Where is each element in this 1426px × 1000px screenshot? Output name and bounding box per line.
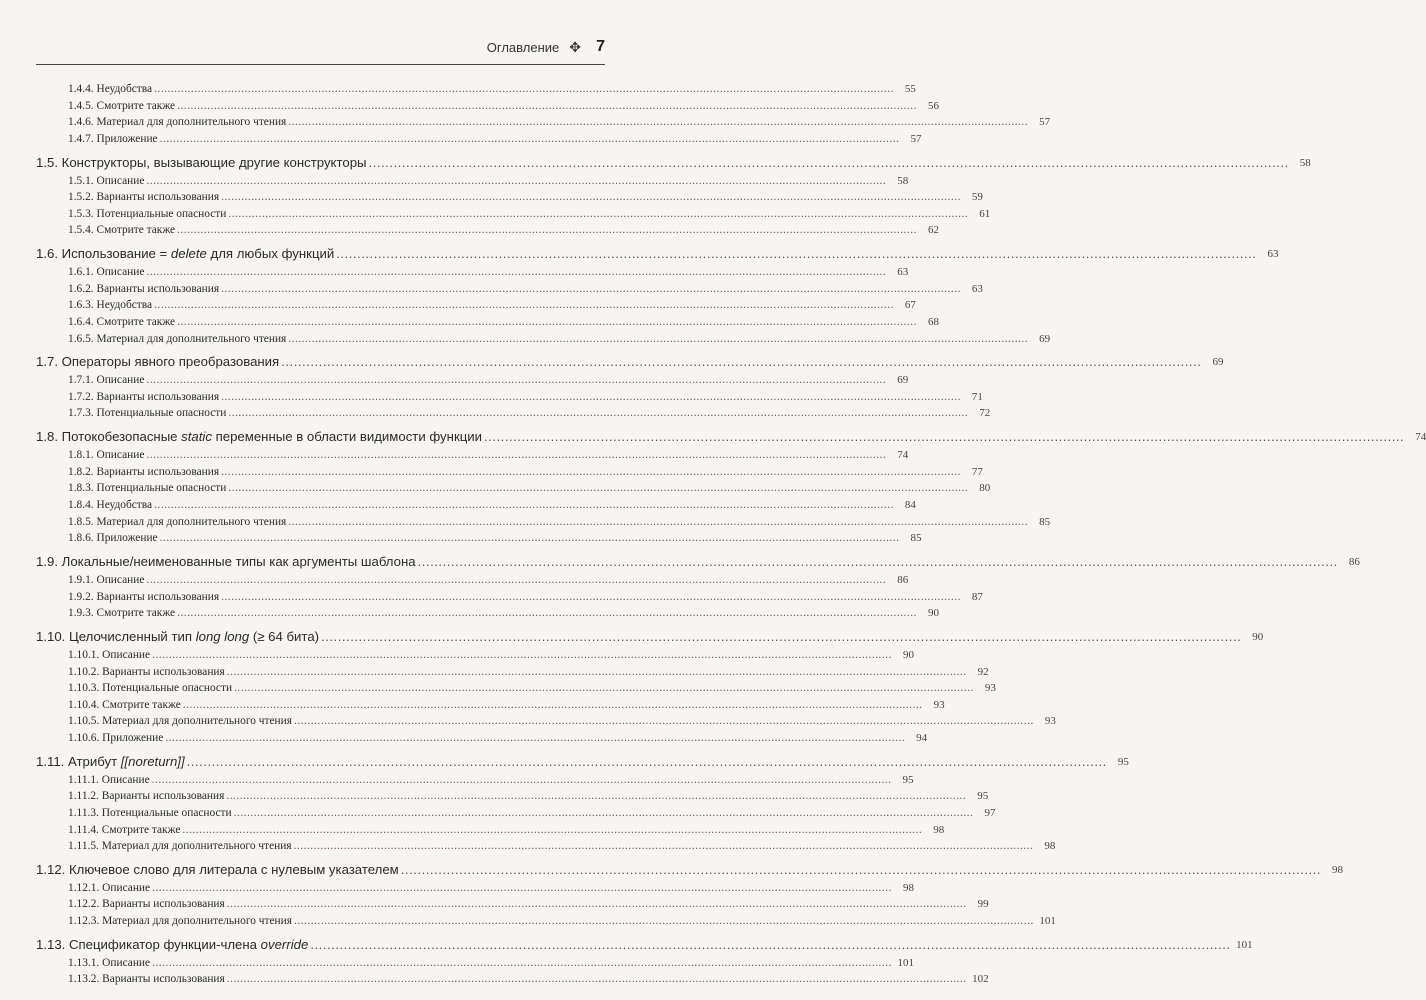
toc-entry-label: 1.9.2. Варианты использования — [68, 590, 220, 603]
toc-subsection-entry[interactable] — [36, 572, 909, 589]
dot-leader — [183, 697, 923, 714]
toc-page-number: 69 — [1039, 332, 1051, 345]
toc-subsection-entry[interactable] — [36, 331, 1051, 348]
dot-leader — [146, 447, 886, 464]
toc-subsection-entry[interactable] — [36, 772, 914, 789]
toc-page-number: 93 — [1044, 715, 1056, 728]
toc-page-number: 93 — [984, 682, 996, 695]
toc-entry-label: 1.10.1. Описание — [68, 648, 151, 661]
toc-page-number: 61 — [979, 207, 991, 220]
dot-leader — [228, 405, 968, 422]
toc-entry-label: 1.11.4. Смотрите также — [68, 823, 181, 836]
dot-leader — [484, 427, 1404, 447]
toc-subsection-entry[interactable] — [36, 189, 983, 206]
toc-page-number: 97 — [984, 806, 996, 819]
toc-entry-label — [36, 627, 319, 647]
dot-leader — [228, 206, 968, 223]
diamond-ornament-icon: ✥ — [569, 38, 581, 55]
toc-label-code-term: override — [260, 936, 309, 952]
toc-page-number: 74 — [897, 449, 909, 462]
toc-page-number: 68 — [927, 315, 939, 328]
dot-leader — [221, 589, 961, 606]
dot-leader — [234, 680, 974, 697]
dot-leader — [154, 497, 894, 514]
toc-entry-label: 1.12.1. Описание — [68, 881, 151, 894]
dot-leader — [221, 389, 961, 406]
toc-entry-label — [36, 752, 185, 772]
toc-entry-label: 1.6.3. Неудобства — [68, 299, 153, 312]
toc-page-number: 90 — [1252, 630, 1264, 643]
dot-leader — [160, 131, 900, 148]
toc-entry-label: 1.4.6. Материал для дополнительного чтения — [68, 116, 287, 129]
toc-entry-label: 1.5.4. Смотрите также — [68, 224, 176, 237]
toc-subsection-entry[interactable] — [36, 896, 989, 913]
toc-entry-label: 1.10.6. Приложение — [68, 731, 164, 744]
dot-leader — [369, 153, 1289, 173]
dot-leader — [154, 81, 894, 98]
dot-leader — [288, 114, 1028, 131]
toc-section-entry[interactable] — [36, 240, 1279, 264]
toc-subsection-entry[interactable] — [36, 314, 939, 331]
dot-leader — [177, 222, 917, 239]
dot-leader — [234, 805, 974, 822]
toc-subsection-entry[interactable] — [36, 131, 922, 148]
toc-entry-label: 1.12.3. Материал для дополнительного чтения — [68, 915, 292, 928]
page-number: 7 — [596, 38, 605, 55]
toc-entry-label: 1.4.4. Неудобства — [68, 83, 153, 95]
toc-page-number: 59 — [971, 191, 983, 204]
toc-entry-label: 1.6.2. Варианты использования — [68, 282, 220, 295]
toc-subsection-entry[interactable] — [36, 788, 989, 805]
toc-label-suffix: для любых функций — [206, 246, 335, 262]
dot-leader — [146, 372, 886, 389]
toc-subsection-entry[interactable] — [36, 955, 914, 972]
dot-leader — [154, 297, 894, 314]
dot-leader — [146, 173, 886, 190]
toc-entry-label: 1.9. Локальные/неименованные типы как аргументы шаблона — [36, 554, 416, 569]
toc-subsection-entry[interactable] — [36, 647, 914, 664]
toc-subsection-entry[interactable] — [36, 971, 989, 988]
toc-subsection-entry[interactable] — [36, 514, 1051, 531]
toc-page-number: 63 — [971, 282, 983, 295]
toc-entry-label: 1.11.5. Материал для дополнительного чтения — [68, 840, 292, 853]
dot-leader — [294, 713, 1034, 730]
toc-page-number: 99 — [977, 898, 989, 911]
toc-page-number: 92 — [977, 665, 989, 678]
dot-leader — [281, 352, 1201, 372]
toc-entry-label: 1.8.4. Неудобства — [68, 499, 153, 512]
toc-subsection-entry[interactable] — [36, 497, 916, 514]
dot-leader — [187, 752, 1107, 772]
toc-page-number: 67 — [904, 299, 916, 312]
toc-page-number: 71 — [971, 390, 983, 403]
toc-page-number: 56 — [927, 99, 939, 112]
toc-label-code-term: long long — [195, 628, 250, 644]
dot-leader — [152, 880, 892, 897]
toc-entry-label: 1.6.4. Смотрите также — [68, 315, 176, 328]
toc-label-code-term: static — [181, 429, 212, 445]
toc-section-entry[interactable] — [36, 856, 1343, 880]
toc-subsection-entry[interactable] — [36, 480, 991, 497]
toc-subsection-entry[interactable] — [36, 913, 1056, 930]
toc-page-number: 55 — [904, 83, 916, 95]
dot-leader — [165, 730, 905, 747]
toc-entry-label: 1.5.2. Варианты использования — [68, 191, 220, 204]
dot-leader — [288, 514, 1028, 531]
dot-leader — [177, 605, 917, 622]
toc-entry-label: 1.9.1. Описание — [68, 574, 145, 586]
toc-entry-label: 1.11.2. Варианты использования — [68, 790, 225, 803]
toc-subsection-entry[interactable] — [36, 713, 1056, 730]
toc-label-prefix: 1.6. Использование = — [36, 246, 171, 262]
toc-label-prefix: 1.13. Спецификатор функции-члена — [36, 936, 261, 952]
toc-page-number: 85 — [1039, 515, 1051, 528]
toc-entry-label — [36, 935, 308, 955]
toc-page-number: 84 — [904, 499, 916, 512]
toc-section-entry[interactable] — [36, 623, 1264, 647]
toc-entry-label: 1.10.2. Варианты использования — [68, 665, 225, 678]
toc-entry-label: 1.8.2. Варианты использования — [68, 465, 220, 478]
running-header — [36, 36, 605, 58]
toc-entry-label: 1.8.5. Материал для дополнительного чтения — [68, 515, 287, 528]
toc-entry-label: 1.11.3. Потенциальные опасности — [68, 806, 232, 819]
toc-entry-label: 1.8.1. Описание — [68, 449, 145, 462]
toc-entry-label: 1.5.1. Описание — [68, 174, 145, 187]
dot-leader — [177, 314, 917, 331]
toc-entry-label — [36, 427, 482, 447]
toc-page-number: 95 — [902, 773, 914, 786]
toc-page-number: 101 — [1039, 915, 1056, 928]
toc-subsection-entry[interactable] — [36, 222, 939, 239]
toc-subsection-entry[interactable] — [36, 405, 991, 422]
dot-leader — [294, 913, 1034, 930]
toc-subsection-entry[interactable] — [36, 880, 914, 897]
toc-page-number: 90 — [927, 607, 939, 620]
toc-page-number: 62 — [927, 224, 939, 237]
toc-subsection-entry[interactable] — [36, 664, 989, 681]
toc-entry-label: 1.6.1. Описание — [68, 266, 145, 279]
header-title: Оглавление — [486, 39, 560, 55]
toc-entry-label: 1.10.3. Потенциальные опасности — [68, 682, 233, 695]
toc-entry-label: 1.5. Конструкторы, вызывающие другие конструкторы — [36, 154, 367, 170]
toc-entry-label: 1.6.5. Материал для дополнительного чтения — [68, 332, 287, 345]
dot-leader — [336, 244, 1256, 264]
toc-page-number: 102 — [972, 973, 989, 986]
toc-section-entry[interactable] — [36, 548, 1360, 572]
toc-page-number: 98 — [1331, 863, 1343, 876]
dot-leader — [221, 464, 961, 481]
toc-page-number: 85 — [910, 532, 922, 545]
dot-leader — [146, 572, 886, 589]
dot-leader — [182, 822, 922, 839]
dot-leader — [221, 189, 961, 206]
toc-subsection-entry[interactable] — [36, 372, 909, 389]
dot-leader — [146, 264, 886, 281]
dot-leader — [294, 838, 1034, 855]
toc-entry-label: 1.8.3. Потенциальные опасности — [68, 482, 227, 495]
toc-subsection-entry[interactable] — [36, 447, 909, 464]
dot-leader — [310, 935, 1230, 955]
toc-entry-label: 1.12. Ключевое слово для литерала с нулевым указателем — [36, 861, 399, 877]
toc-subsection-entry[interactable] — [36, 173, 909, 190]
toc-page-number: 95 — [977, 790, 989, 803]
dot-leader — [152, 647, 892, 664]
toc-entry-label: 1.7.2. Варианты использования — [68, 390, 220, 403]
toc-page-number: 69 — [897, 374, 909, 387]
dot-leader — [226, 788, 966, 805]
toc-page-number: 72 — [979, 407, 991, 420]
dot-leader — [288, 331, 1028, 348]
toc-page-number: 63 — [897, 266, 909, 279]
toc-page-number: 63 — [1267, 248, 1279, 261]
toc-entry-label: 1.8.6. Приложение — [68, 532, 158, 545]
toc-subsection-entry[interactable] — [36, 530, 922, 547]
toc-entry-label — [36, 244, 334, 264]
toc-page-number: 57 — [910, 132, 922, 145]
dot-leader — [418, 552, 1338, 572]
toc-page-number: 90 — [902, 648, 914, 661]
toc-subsection-entry[interactable] — [36, 206, 991, 223]
dot-leader — [160, 530, 900, 547]
toc-subsection-entry[interactable] — [36, 81, 916, 98]
toc-section-entry[interactable] — [36, 748, 1129, 772]
toc-subsection-entry[interactable] — [36, 589, 983, 606]
toc-page-number: 57 — [1039, 116, 1051, 129]
toc-subsection-entry[interactable] — [36, 838, 1056, 855]
toc-section-entry[interactable] — [36, 348, 1224, 372]
toc-subsection-entry[interactable] — [36, 114, 1051, 131]
toc-entry-label: 1.7.3. Потенциальные опасности — [68, 407, 227, 420]
toc-page-number: 77 — [971, 465, 983, 478]
toc-entry-label: 1.13.2. Варианты использования — [68, 973, 225, 986]
toc-subsection-entry[interactable] — [36, 281, 983, 298]
toc-subsection-entry[interactable] — [36, 297, 916, 314]
toc-page-number: 80 — [979, 482, 991, 495]
toc-entry-label: 1.4.5. Смотрите также — [68, 99, 176, 112]
toc-page-number: 86 — [897, 574, 909, 586]
toc-page-number: 87 — [971, 590, 983, 603]
toc-page-number: 94 — [916, 731, 928, 744]
toc-page-number: 86 — [1348, 556, 1360, 568]
toc-page-number: 98 — [1044, 840, 1056, 853]
toc-subsection-entry[interactable] — [36, 697, 945, 714]
toc-entry-label: 1.7. Операторы явного преобразования — [36, 354, 280, 370]
toc-section-entry[interactable] — [36, 423, 1426, 447]
dot-leader — [177, 98, 917, 115]
toc-label-prefix: 1.10. Целочисленный тип — [36, 628, 196, 644]
toc-label-suffix: переменные в области видимости функции — [211, 429, 482, 445]
dot-leader — [228, 480, 968, 497]
toc-page-number: 101 — [1236, 938, 1253, 951]
toc-subsection-entry[interactable] — [36, 464, 983, 481]
toc-entry-label: 1.5.3. Потенциальные опасности — [68, 207, 227, 220]
toc-page-number: 101 — [897, 956, 914, 969]
dot-leader — [221, 281, 961, 298]
toc-subsection-entry[interactable] — [36, 680, 996, 697]
toc-label-suffix: (≥ 64 бита) — [249, 628, 320, 644]
toc-page-number: 95 — [1117, 755, 1129, 768]
toc-section-entry[interactable] — [36, 931, 1253, 955]
toc-entry-label: 1.7.1. Описание — [68, 374, 145, 387]
toc-subsection-entry[interactable] — [36, 98, 939, 115]
toc-entry-label: 1.4.7. Приложение — [68, 132, 158, 145]
dot-leader — [321, 627, 1241, 647]
toc-section-entry[interactable] — [36, 148, 1311, 172]
toc-page-number: 58 — [897, 174, 909, 187]
toc-entry-label: 1.12.2. Варианты использования — [68, 898, 225, 911]
toc-subsection-entry[interactable] — [36, 822, 945, 839]
toc-subsection-entry[interactable] — [36, 264, 909, 281]
dot-leader — [227, 664, 967, 681]
toc-page-number: 74 — [1415, 431, 1426, 444]
toc-label-prefix: 1.8. Потокобезопасные — [36, 429, 182, 445]
dot-leader — [401, 860, 1321, 880]
toc-subsection-entry[interactable] — [36, 730, 928, 747]
toc-label-prefix: 1.11. Атрибут — [36, 753, 121, 769]
toc-page-number: 58 — [1299, 156, 1311, 169]
table-of-contents — [36, 81, 1426, 988]
toc-subsection-entry[interactable] — [36, 389, 983, 406]
toc-page-number: 69 — [1212, 356, 1224, 369]
toc-entry-label: 1.9.3. Смотрите также — [68, 607, 176, 620]
toc-label-code-term: delete — [170, 246, 207, 262]
toc-entry-label: 1.10.5. Материал для дополнительного чтения — [68, 715, 292, 728]
dot-leader — [152, 772, 892, 789]
dot-leader — [227, 971, 967, 988]
dot-leader — [227, 896, 967, 913]
header-divider — [36, 64, 605, 65]
toc-page-number: 93 — [933, 698, 945, 711]
toc-entry-label: 1.13.1. Описание — [68, 956, 151, 969]
toc-label-code-term: [[noreturn]] — [120, 753, 185, 769]
toc-page-number: 98 — [902, 881, 914, 894]
dot-leader — [152, 955, 892, 972]
toc-subsection-entry[interactable] — [36, 605, 939, 622]
toc-page-number: 98 — [933, 823, 945, 836]
toc-subsection-entry[interactable] — [36, 805, 996, 822]
toc-entry-label: 1.11.1. Описание — [68, 773, 150, 786]
toc-entry-label: 1.10.4. Смотрите также — [68, 698, 181, 711]
